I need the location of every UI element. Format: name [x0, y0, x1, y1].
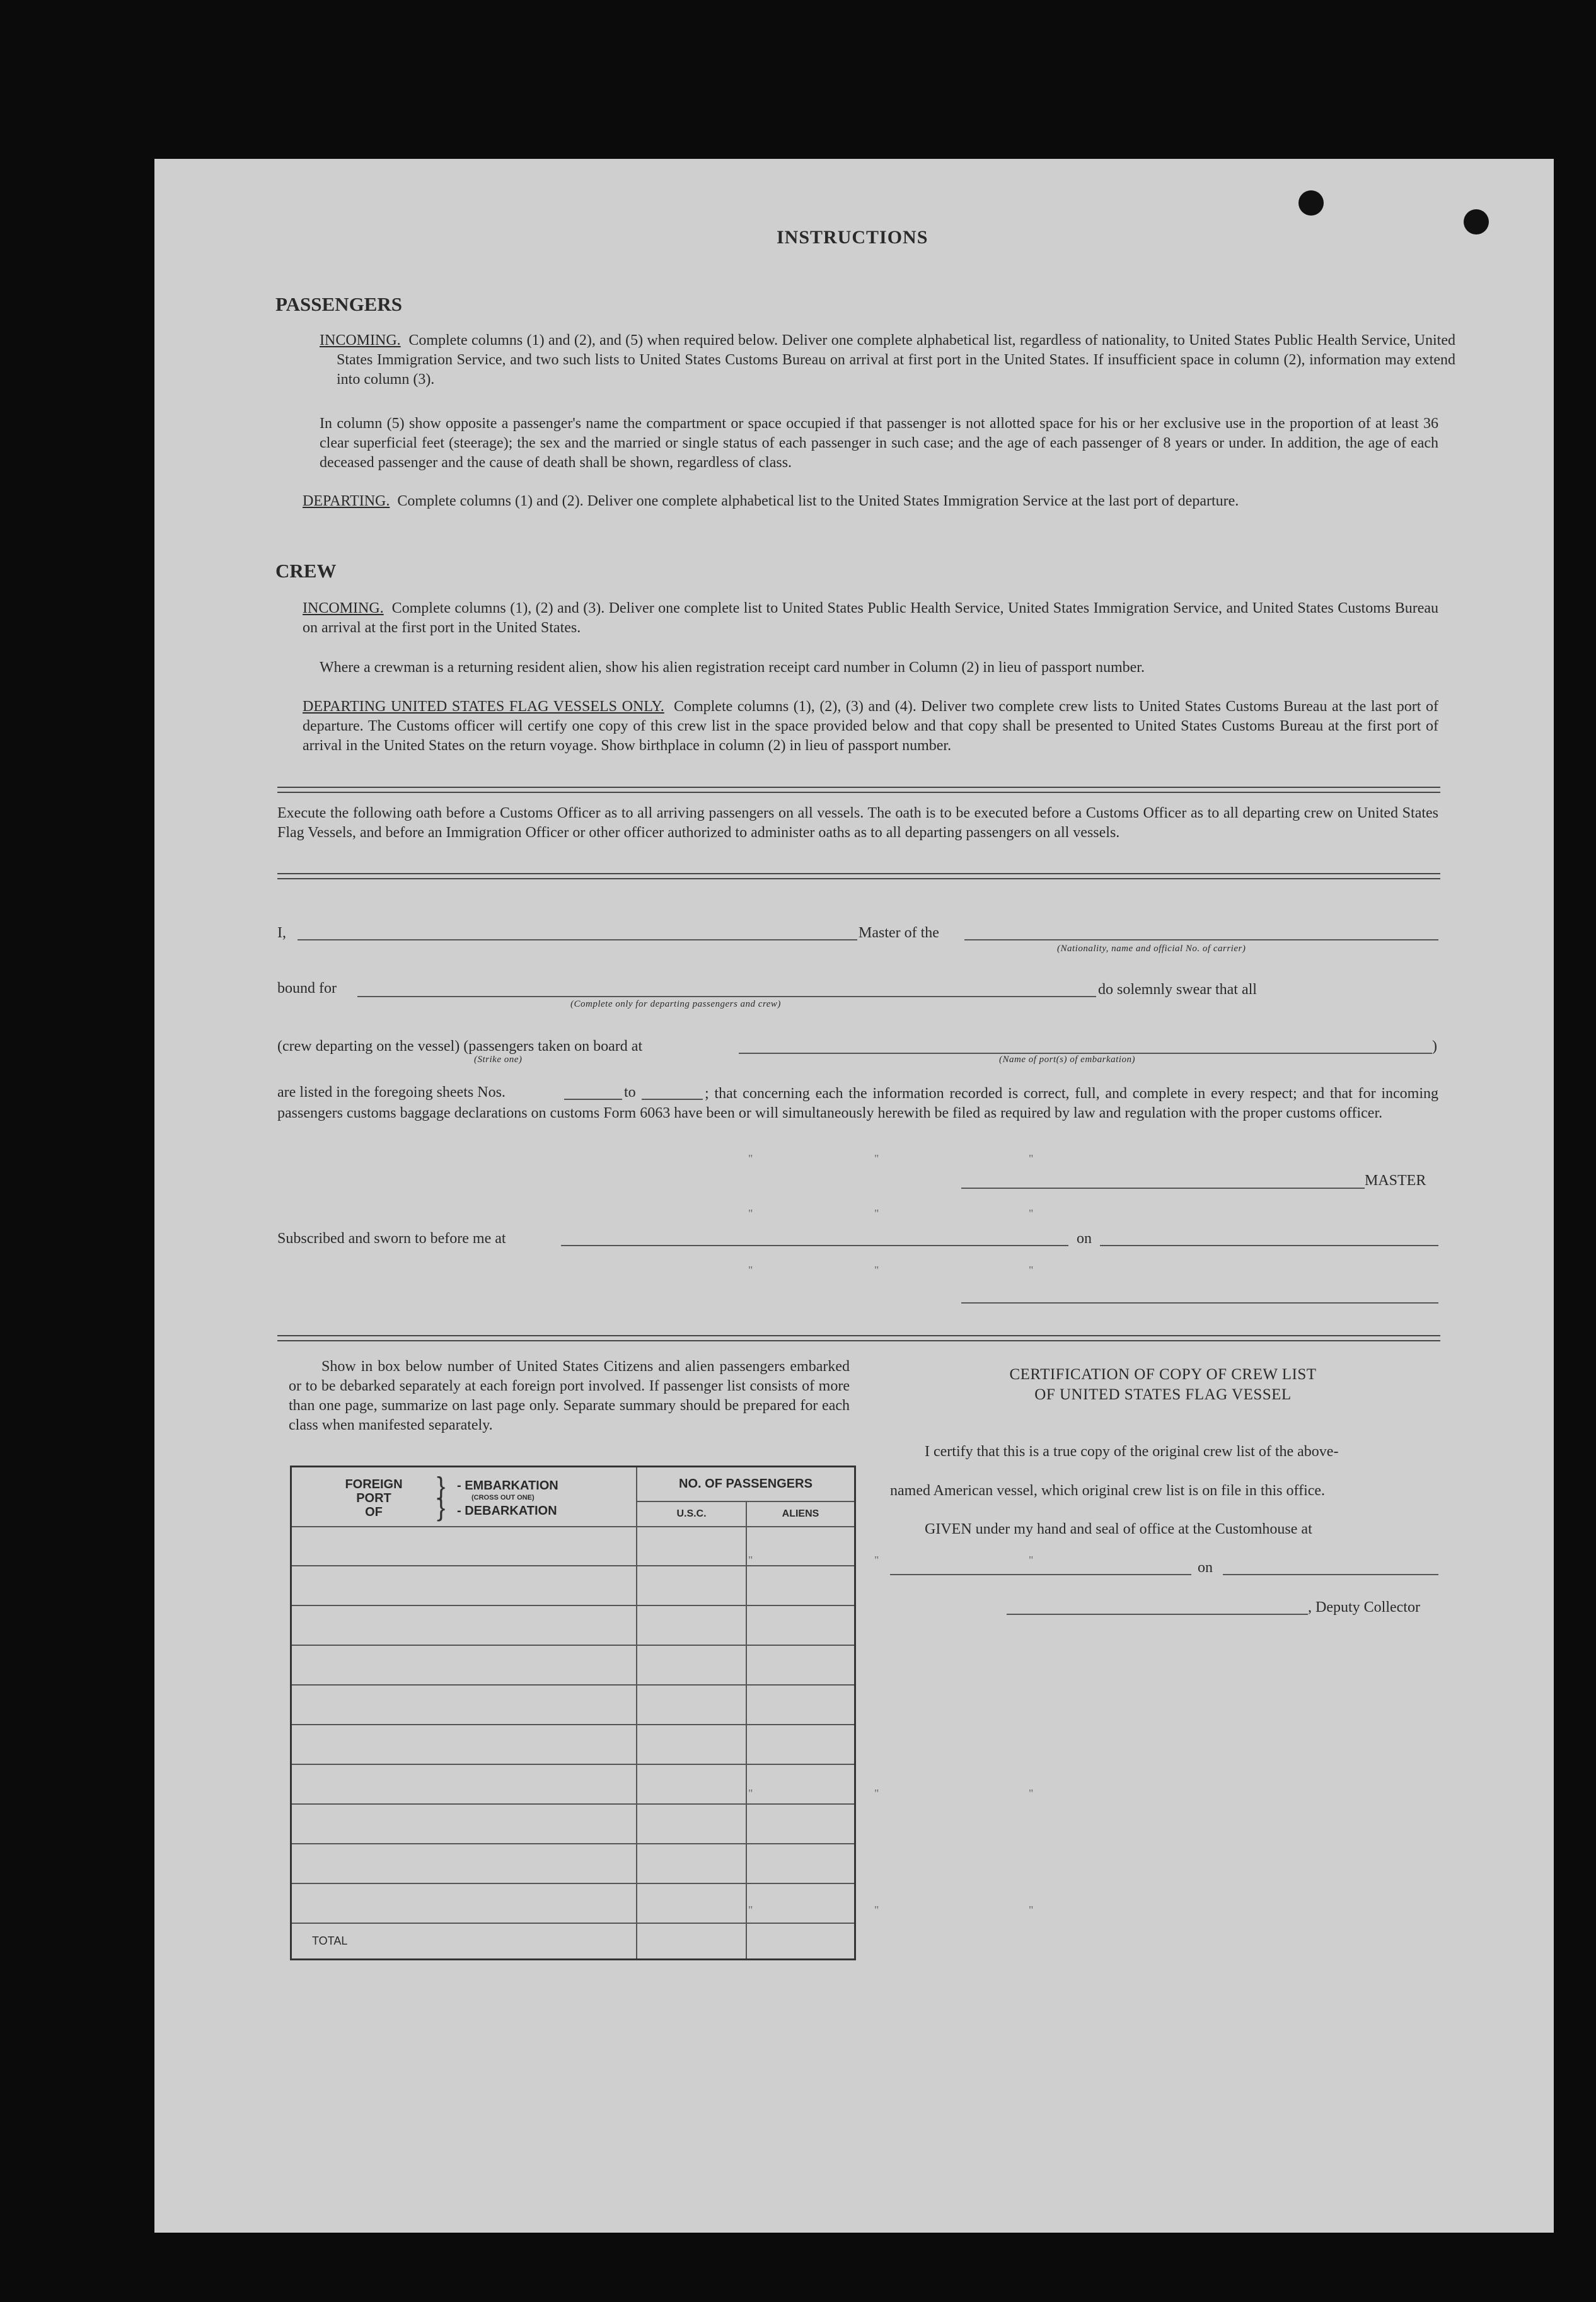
summary-row[interactable] [291, 1566, 855, 1605]
usc-cell[interactable] [637, 1566, 746, 1605]
summary-row[interactable] [291, 1527, 855, 1566]
cert-given-text: GIVEN under my hand and seal of office at the Customhouse at [925, 1521, 1312, 1537]
alien-paragraph: Where a crewman is a returning resident alien, show his alien registration receipt card number in Column (2) in lieu of passport number. [320, 659, 1145, 676]
certification-heading [889, 1365, 1437, 1405]
summary-row[interactable] [291, 1645, 855, 1685]
divider [277, 787, 1440, 793]
ditto-mark: " [874, 1554, 879, 1566]
port-cell[interactable] [291, 1685, 637, 1725]
usc-cell[interactable] [637, 1764, 746, 1804]
total-label: TOTAL [291, 1923, 637, 1960]
crew-incoming-text: Complete columns (1), (2) and (3). Deliver one complete list to United States Public Health Service, United States Immigration Service, and United States Customs Bureau on arrival at the first port in the United States. [303, 600, 1438, 636]
aliens-cell[interactable] [746, 1645, 855, 1685]
ditto-mark: " [748, 1787, 753, 1800]
deputy-signature-field[interactable] [1007, 1614, 1308, 1615]
usc-header: U.S.C. [637, 1501, 746, 1527]
usc-cell[interactable] [637, 1645, 746, 1685]
bound-for-field[interactable] [357, 996, 1096, 997]
ditto-mark: " [1029, 1787, 1034, 1800]
summary-row[interactable] [291, 1685, 855, 1725]
punch-hole [1298, 190, 1324, 216]
port-cell[interactable] [291, 1527, 637, 1566]
no-passengers-header: NO. OF PASSENGERS [637, 1467, 855, 1501]
column5-paragraph: In column (5) show opposite a passenger's name the compartment or space occupied if that passenger is not allotted space for his or her exclusive use in the proportion of at least 36 clear superficial feet (steerage); the sex and the married or single status of each passenger in such case; and the age of each passenger of 8 years or under. In addition, the age of each deceased passenger and the cause of death shall be shown, regardless of class. [320, 415, 1438, 471]
total-row [291, 1923, 855, 1960]
total-aliens-cell[interactable] [746, 1923, 855, 1960]
ports-caption: (Name of port(s) of embarkation) [999, 1055, 1135, 1065]
departing-label: DEPARTING. [303, 493, 390, 509]
crew-incoming-label: INCOMING. [303, 600, 384, 616]
ditto-mark: " [1029, 1554, 1034, 1566]
master-signature-label: MASTER [1365, 1172, 1426, 1189]
oath-i-label: I, [277, 925, 286, 941]
brace-icon: } [437, 1494, 446, 1522]
ditto-mark: " [1029, 1264, 1034, 1276]
summary-row[interactable] [291, 1844, 855, 1883]
ditto-mark: " [1029, 1207, 1034, 1220]
aliens-cell[interactable] [746, 1844, 855, 1883]
port-cell[interactable] [291, 1764, 637, 1804]
usc-cell[interactable] [637, 1844, 746, 1883]
carrier-caption: (Nationality, name and official No. of carrier) [1057, 944, 1246, 954]
port-cell[interactable] [291, 1804, 637, 1844]
crew-departing [303, 697, 1438, 756]
sworn-on-label: on [1077, 1230, 1092, 1247]
usc-cell[interactable] [637, 1804, 746, 1844]
incoming-text: Complete columns (1) and (2), and (5) when required below. Deliver one complete alphabetical list, regardless of nationality, to United States Public Health Service, United States Immigration Service, and two such lists to United States Customs Bureau on arrival at first port in the United States. If insufficient space in column (2), information may extend into column (3). [337, 332, 1455, 388]
ditto-mark: " [874, 1207, 879, 1220]
cert-certify-text: I certify that this is a true copy of the original crew list of the above- [925, 1443, 1339, 1460]
usc-cell[interactable] [637, 1725, 746, 1764]
summary-row[interactable] [291, 1764, 855, 1804]
summary-row[interactable] [291, 1605, 855, 1645]
aliens-cell[interactable] [746, 1883, 855, 1923]
passengers-heading: PASSENGERS [275, 293, 402, 315]
ditto-mark: " [874, 1264, 879, 1276]
close-paren: ) [1432, 1038, 1437, 1055]
ditto-mark: " [1029, 1152, 1034, 1165]
crew-incoming [303, 599, 1438, 638]
crossout-label: (CROSS OUT ONE) [471, 1494, 535, 1501]
aliens-cell[interactable] [746, 1764, 855, 1804]
carrier-field[interactable] [964, 939, 1438, 940]
summary-row[interactable] [291, 1883, 855, 1923]
customhouse-field[interactable] [890, 1574, 1191, 1575]
aliens-cell[interactable] [746, 1527, 855, 1566]
aliens-cell[interactable] [746, 1804, 855, 1844]
incoming-label: INCOMING. [320, 332, 401, 349]
cert-heading-line1: CERTIFICATION OF COPY OF CREW LIST [1009, 1366, 1317, 1383]
ditto-mark: " [748, 1554, 753, 1566]
oath-intro: Execute the following oath before a Customs Officer as to all arriving passengers on all vessels. The oath is to be executed before a Customs Officer as to all departing crew on United States Flag Vessels, and before an Immigration Officer or other officer authorized to administer oaths as to all departing passengers on all vessels. [277, 805, 1438, 841]
ditto-mark: " [1029, 1904, 1034, 1916]
summary-instructions: Show in box below number of United States Citizens and alien passengers embarked or to be debarked separately at each foreign port involved. If passenger list consists of more than one page, summarize on last page only. Separate summary should be prepared for each class when manifested separately. [289, 1358, 850, 1433]
officer-signature-field[interactable] [961, 1302, 1438, 1304]
port-cell[interactable] [291, 1566, 637, 1605]
master-name-field[interactable] [298, 939, 857, 940]
aliens-cell[interactable] [746, 1605, 855, 1645]
aliens-cell[interactable] [746, 1566, 855, 1605]
subscribed-label: Subscribed and sworn to before me at [277, 1230, 506, 1247]
brace-icon: } [437, 1472, 446, 1500]
page-title: INSTRUCTIONS [777, 227, 928, 248]
port-cell[interactable] [291, 1605, 637, 1645]
cert-named-text: named American vessel, which original crew list is on file in this office. [890, 1483, 1326, 1499]
header-foreign: FOREIGN [345, 1478, 403, 1491]
crew-departing-text: Complete columns (1), (2), (3) and (4). Deliver two complete crew lists to United States Customs Bureau at the last port of departure. The Customs officer will certify one copy of this crew list in the space provided below and that copy shall be presented to United States Customs Bureau at the first port of arrival in the United States on the return voyage. Show birthplace in column (2) in lieu of passport number. [303, 698, 1438, 754]
ditto-mark: " [748, 1207, 753, 1220]
summary-row[interactable] [291, 1725, 855, 1764]
passenger-summary-table [290, 1466, 856, 1960]
divider [277, 1335, 1440, 1341]
header-of: OF [365, 1505, 383, 1519]
sworn-place-field[interactable] [561, 1245, 1068, 1246]
usc-cell[interactable] [637, 1527, 746, 1566]
usc-cell[interactable] [637, 1605, 746, 1645]
passengers-incoming [320, 331, 1455, 390]
aliens-cell[interactable] [746, 1685, 855, 1725]
swear-label: do solemnly swear that all [1098, 981, 1257, 998]
port-cell[interactable] [291, 1645, 637, 1685]
departing-text: Complete columns (1) and (2). Deliver one complete alphabetical list to the United States Immigration Service at the last port of departure. [397, 493, 1239, 509]
divider [277, 873, 1440, 879]
cert-heading-line2: OF UNITED STATES FLAG VESSEL [1034, 1386, 1292, 1403]
master-signature-field[interactable] [961, 1188, 1365, 1189]
usc-cell[interactable] [637, 1883, 746, 1923]
usc-cell[interactable] [637, 1685, 746, 1725]
port-cell[interactable] [291, 1883, 637, 1923]
port-header-cell [291, 1467, 637, 1527]
cert-date-field[interactable] [1223, 1574, 1438, 1575]
cert-on-label: on [1198, 1559, 1213, 1576]
master-of-label: Master of the [859, 925, 939, 941]
punch-hole [1464, 209, 1489, 234]
port-cell[interactable] [291, 1725, 637, 1764]
ditto-mark: " [748, 1264, 753, 1276]
aliens-cell[interactable] [746, 1725, 855, 1764]
summary-row[interactable] [291, 1804, 855, 1844]
sheets-label: are listed in the foregoing sheets Nos. [277, 1084, 506, 1101]
crew-heading: CREW [275, 560, 337, 582]
crew-departing-oath: (crew departing on the vessel) (passengers taken on board at [277, 1038, 643, 1055]
sheets-to-label: to [624, 1084, 636, 1101]
deputy-collector-label: , Deputy Collector [1308, 1599, 1420, 1616]
crew-departing-label: DEPARTING UNITED STATES FLAG VESSELS ONLY. [303, 698, 664, 715]
sworn-date-field[interactable] [1100, 1245, 1438, 1246]
oath-body: ; that concerning each the information recorded is correct, full, and complete in every respect; and that for incoming passengers customs baggage declarations on customs Form 6063 have been or will simultaneously herewith be filed as required by law and regulation with the proper customs officer. [277, 1085, 1438, 1121]
total-usc-cell[interactable] [637, 1923, 746, 1960]
ditto-mark: " [748, 1904, 753, 1916]
ports-field[interactable] [739, 1053, 1432, 1054]
header-port: PORT [356, 1491, 391, 1505]
ditto-mark: " [874, 1787, 879, 1800]
debarkation-label: - DEBARKATION [457, 1504, 557, 1518]
port-cell[interactable] [291, 1844, 637, 1883]
passengers-departing [303, 492, 1438, 511]
ditto-mark: " [874, 1152, 879, 1165]
embarkation-label: - EMBARKATION [457, 1479, 558, 1493]
bound-for-label: bound for [277, 980, 337, 997]
ditto-mark: " [748, 1152, 753, 1165]
port-header [339, 1478, 408, 1519]
bound-caption: (Complete only for departing passengers and crew) [570, 999, 781, 1009]
strike-caption: (Strike one) [474, 1055, 523, 1065]
ditto-mark: " [874, 1904, 879, 1916]
aliens-header: ALIENS [746, 1501, 855, 1527]
